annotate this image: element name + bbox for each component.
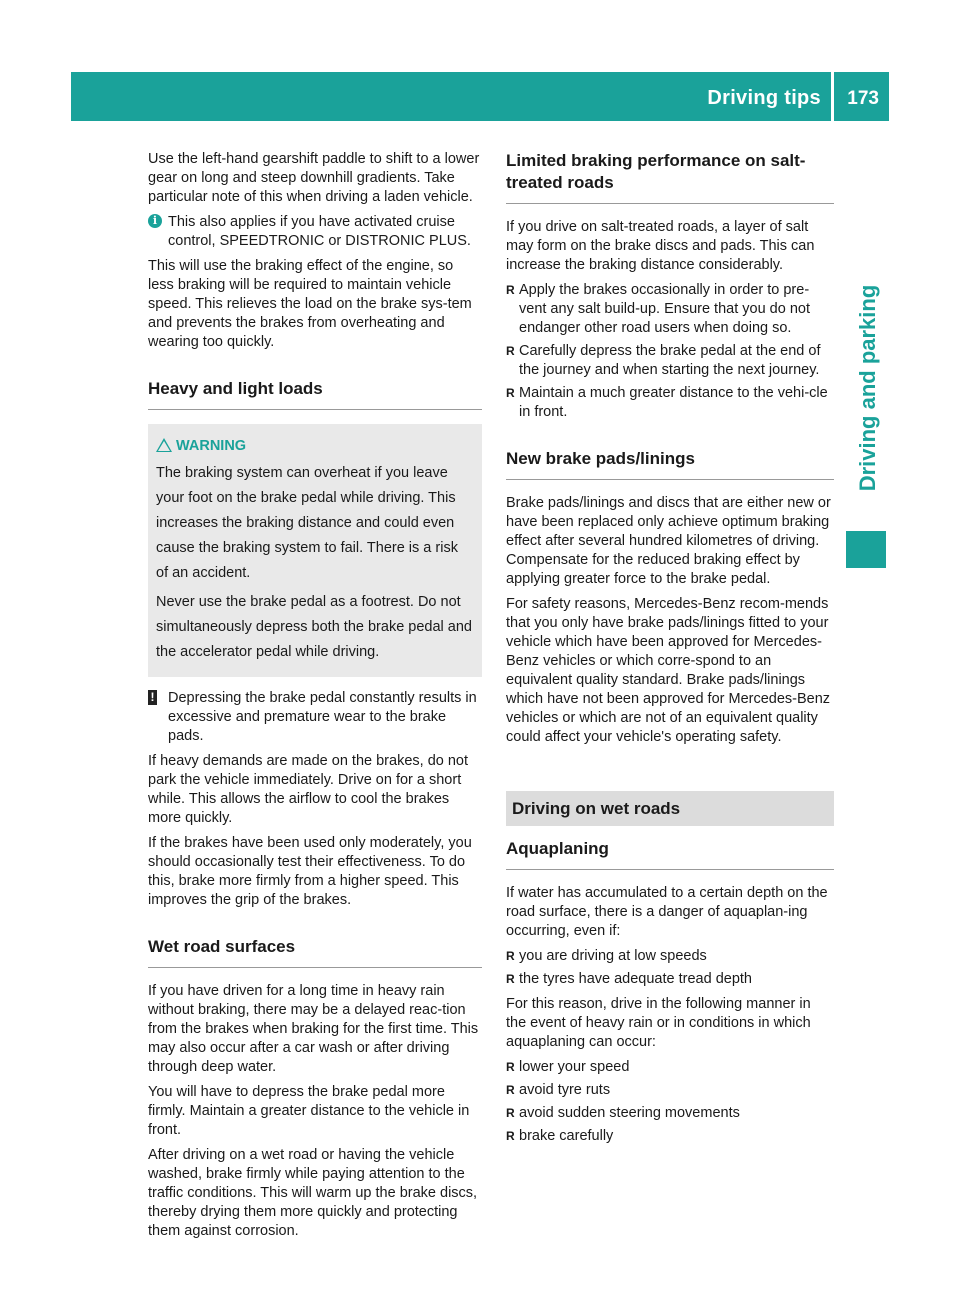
- heading-aquaplaning: Aquaplaning: [506, 838, 834, 870]
- list-item-text: avoid tyre ruts: [519, 1082, 611, 1098]
- side-tab-marker: [846, 531, 886, 568]
- list-item: [506, 384, 834, 422]
- paragraph: If you drive on salt-treated roads, a layer of salt may form on the brake discs and pads. This can increase the braking distance considerably.: [506, 219, 815, 273]
- list-item: [506, 970, 834, 989]
- info-note: [148, 213, 482, 251]
- info-note-text: This also applies if you have activated cruise control, SPEEDTRONIC or DISTRONIC PLUS.: [168, 214, 471, 249]
- warning-header: [156, 434, 474, 459]
- list-item: [506, 342, 834, 380]
- side-tab-label: Driving and parking: [855, 284, 880, 492]
- page-number: 173: [847, 88, 879, 109]
- bullet-icon: R: [506, 1129, 515, 1143]
- heading-wet-road: Wet road surfaces: [148, 936, 482, 968]
- bullet-icon: R: [506, 1083, 515, 1097]
- list-item-text: avoid sudden steering movements: [519, 1105, 740, 1121]
- paragraph: After driving on a wet road or having the vehicle washed, brake firmly while paying attention to the traffic conditions. This will warm up the brake discs, thereby drying them more quickly and protecting them against corrosion.: [148, 1147, 478, 1239]
- paragraph: Brake pads/linings and discs that are either new or have been replaced only achieve optimum braking effect after several hundred kilometres of driving. Compensate for the reduced braking effect by applying greater force to the brake pedal.: [506, 495, 831, 587]
- paragraph: Use the left-hand gearshift paddle to shift to a lower gear on long and steep downhill gradients. Take particular note of this when driving a laden vehicle.: [148, 151, 480, 205]
- warning-text: The braking system can overheat if you leave your foot on the brake pedal while driving. This increases the braking distance and could even cause the braking system to fail. There is a risk of an accident.: [156, 465, 458, 581]
- heading-heavy-loads: Heavy and light loads: [148, 378, 482, 410]
- list-item: [506, 1127, 834, 1146]
- aquaplaning-conditions-list: [506, 947, 834, 989]
- list-item-text: Apply the brakes occasionally in order to pre-vent any salt build-up. Ensure that you do not endanger other road users when doing so.: [519, 282, 810, 336]
- paragraph: If water has accumulated to a certain depth on the road surface, there is a danger of aquaplan-ing occurring, even if:: [506, 885, 828, 939]
- paragraph: For this reason, drive in the following manner in the event of heavy rain or in conditions in which aquaplaning can occur:: [506, 996, 811, 1050]
- list-item: [506, 1104, 834, 1123]
- warning-title: WARNING: [176, 438, 247, 454]
- list-item-text: you are driving at low speeds: [519, 948, 707, 964]
- list-item: [506, 1058, 834, 1077]
- warning-box: [148, 424, 482, 677]
- list-item-text: lower your speed: [519, 1059, 630, 1075]
- paragraph: If you have driven for a long time in heavy rain without braking, there may be a delayed reac-tion from the brakes when braking for the first time. This may also occur after a car wash or after driving through deep water.: [148, 983, 479, 1075]
- caution-note-text: Depressing the brake pedal constantly results in excessive and premature wear to the brake pads.: [168, 690, 477, 744]
- heading-brake-pads: New brake pads/linings: [506, 448, 834, 480]
- bullet-icon: R: [506, 283, 515, 297]
- list-item-text: the tyres have adequate tread depth: [519, 971, 752, 987]
- page-section-title: Driving tips: [707, 87, 821, 109]
- list-item-text: brake carefully: [519, 1128, 614, 1144]
- bullet-icon: R: [506, 344, 515, 358]
- left-column: [148, 150, 482, 1247]
- paragraph: If heavy demands are made on the brakes, do not park the vehicle immediately. Drive on for a short while. This allows the airflow to cool the brakes more quickly.: [148, 753, 469, 826]
- paragraph: You will have to depress the brake pedal more firmly. Maintain a greater distance to the vehicle in front.: [148, 1084, 470, 1138]
- list-item: [506, 1081, 834, 1100]
- header-bar: [71, 72, 889, 121]
- salt-bullet-list: [506, 281, 834, 422]
- bullet-icon: R: [506, 949, 515, 963]
- heading-salt-roads: Limited braking performance on salt-treated roads: [506, 150, 834, 204]
- list-item: [506, 947, 834, 966]
- paragraph: If the brakes have been used only moderately, you should occasionally test their effectiveness. To do this, brake more firmly from a higher speed. This improves the grip of the brakes.: [148, 835, 472, 908]
- header-divider: [831, 72, 834, 121]
- paragraph: This will use the braking effect of the engine, so less braking will be required to maintain vehicle speed. This relieves the load on the brake sys-tem and prevents the brakes from overheating and wearing too quickly.: [148, 258, 472, 350]
- warning-triangle-icon: [156, 438, 172, 452]
- exclamation-icon: !: [148, 690, 157, 705]
- bullet-icon: R: [506, 972, 515, 986]
- list-item: [506, 281, 834, 338]
- list-item-text: Carefully depress the brake pedal at the end of the journey and when starting the next journey.: [519, 343, 821, 378]
- paragraph: For safety reasons, Mercedes-Benz recom-mends that you only have brake pads/linings fitted to your vehicle which have been approved for Mercedes-Benz vehicles or which corre-spond to an equivalent quality standard. Brake pads/linings which have not been approved for Mercedes-Benz vehicles or which are not of an equivalent quality could affect your vehicle's operating safety.: [506, 596, 831, 745]
- section-banner: Driving on wet roads: [506, 791, 834, 826]
- bullet-icon: R: [506, 1106, 515, 1120]
- bullet-icon: R: [506, 1060, 515, 1074]
- right-column: [506, 150, 834, 1152]
- bullet-icon: R: [506, 386, 515, 400]
- caution-note: [148, 689, 482, 746]
- warning-text: Never use the brake pedal as a footrest. Do not simultaneously depress both the brake pedal and the accelerator pedal while driving.: [156, 594, 472, 660]
- list-item-text: Maintain a much greater distance to the vehi-cle in front.: [519, 385, 828, 420]
- info-icon: i: [148, 214, 162, 228]
- aquaplaning-actions-list: [506, 1058, 834, 1146]
